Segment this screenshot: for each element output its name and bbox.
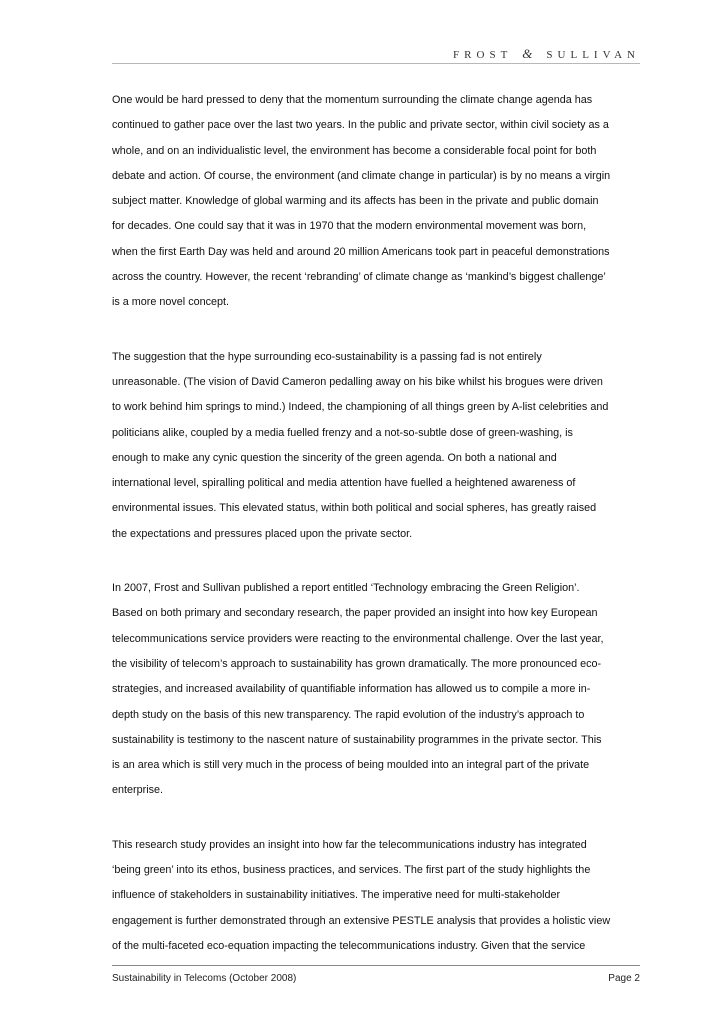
text-line: across the country. However, the recent ‘rebranding’ of climate change as ‘mankind’s biggest challenge’: [112, 271, 606, 284]
paragraph-2: [112, 345, 640, 547]
text-line: is a more novel concept.: [112, 296, 230, 309]
text-line: unreasonable. (The vision of David Cameron pedalling away on his bike whilst his brogues were driven: [112, 375, 603, 388]
text-line: for decades. One could say that it was in 1970 that the modern environmental movement was born,: [112, 220, 587, 233]
text-line: the visibility of telecom’s approach to sustainability has grown dramatically. The more pronounced eco-: [112, 657, 602, 670]
text-line: In 2007, Frost and Sullivan published a report entitled ‘Technology embracing the Green Religion’.: [112, 582, 580, 595]
text-line: is an area which is still very much in the process of being moulded into an integral part of the private: [112, 759, 590, 772]
text-line: influence of stakeholders in sustainability initiatives. The imperative need for multi-stakeholder: [112, 889, 561, 902]
text-line: One would be hard pressed to deny that the momentum surrounding the climate change agenda has: [112, 94, 593, 106]
header-divider: [112, 63, 640, 64]
text-line: to work behind him springs to mind.) Indeed, the championing of all things green by A-list celebrities and: [112, 401, 609, 414]
text-line: sustainability is testimony to the nascent nature of sustainability programmes in the private sector. This: [112, 733, 602, 746]
text-line: Based on both primary and secondary research, the paper provided an insight into how key European: [112, 607, 598, 620]
text-line: the expectations and pressures placed upon the private sector.: [112, 527, 413, 540]
footer-page-number: Page 2: [608, 973, 640, 984]
text-line: environmental issues. This elevated status, within both political and social spheres, has greatly raised: [112, 502, 597, 515]
paragraph-1: [112, 88, 640, 316]
logo-ampersand: &: [522, 46, 533, 61]
text-line: ‘being green’ into its ethos, business practices, and services. The first part of the study highlights the: [112, 864, 591, 877]
text-line: enterprise.: [112, 784, 164, 797]
text-line: of the multi-faceted eco-equation impacting the telecommunications industry. Given that the service: [112, 939, 586, 952]
company-logo: [453, 46, 640, 62]
text-line: engagement is further demonstrated through an extensive PESTLE analysis that provides a holistic view: [112, 914, 611, 927]
document-body: [112, 88, 640, 988]
text-line: telecommunications service providers were reacting to the environmental challenge. Over the last year,: [112, 632, 604, 645]
paragraph-4: [112, 833, 640, 959]
text-line: debate and action. Of course, the environment (and climate change in particular) is by no means a virgin: [112, 169, 611, 182]
logo-word-sullivan: SULLIVAN: [546, 49, 640, 61]
text-line: This research study provides an insight into how far the telecommunications industry has integrated: [112, 838, 587, 851]
text-line: The suggestion that the hype surrounding eco-sustainability is a passing fad is not entirely: [112, 350, 542, 363]
footer-document-title: Sustainability in Telecoms (October 2008): [112, 973, 297, 984]
text-line: subject matter. Knowledge of global warming and its affects has been in the private and public domain: [112, 195, 599, 208]
text-line: international level, spiralling political and media attention have fuelled a heightened awareness of: [112, 477, 576, 490]
text-line: whole, and on an individualistic level, the environment has become a considerable focal point for both: [112, 144, 597, 157]
text-line: enough to make any cynic question the sincerity of the green agenda. On both a national and: [112, 451, 557, 464]
paragraph-3: [112, 576, 640, 804]
footer-divider: [112, 965, 640, 966]
text-line: continued to gather pace over the last two years. In the public and private sector, within civil society as a: [112, 119, 609, 132]
text-line: depth study on the basis of this new transparency. The rapid evolution of the industry’s approach to: [112, 708, 585, 721]
text-line: strategies, and increased availability of quantifiable information has allowed us to compile a more in-: [112, 683, 591, 696]
text-line: politicians alike, coupled by a media fuelled frenzy and a not-so-subtle dose of green-washing, is: [112, 426, 573, 439]
text-line: when the first Earth Day was held and around 20 million Americans took part in peaceful demonstrations: [112, 245, 610, 258]
logo-word-frost: FROST: [453, 49, 513, 61]
